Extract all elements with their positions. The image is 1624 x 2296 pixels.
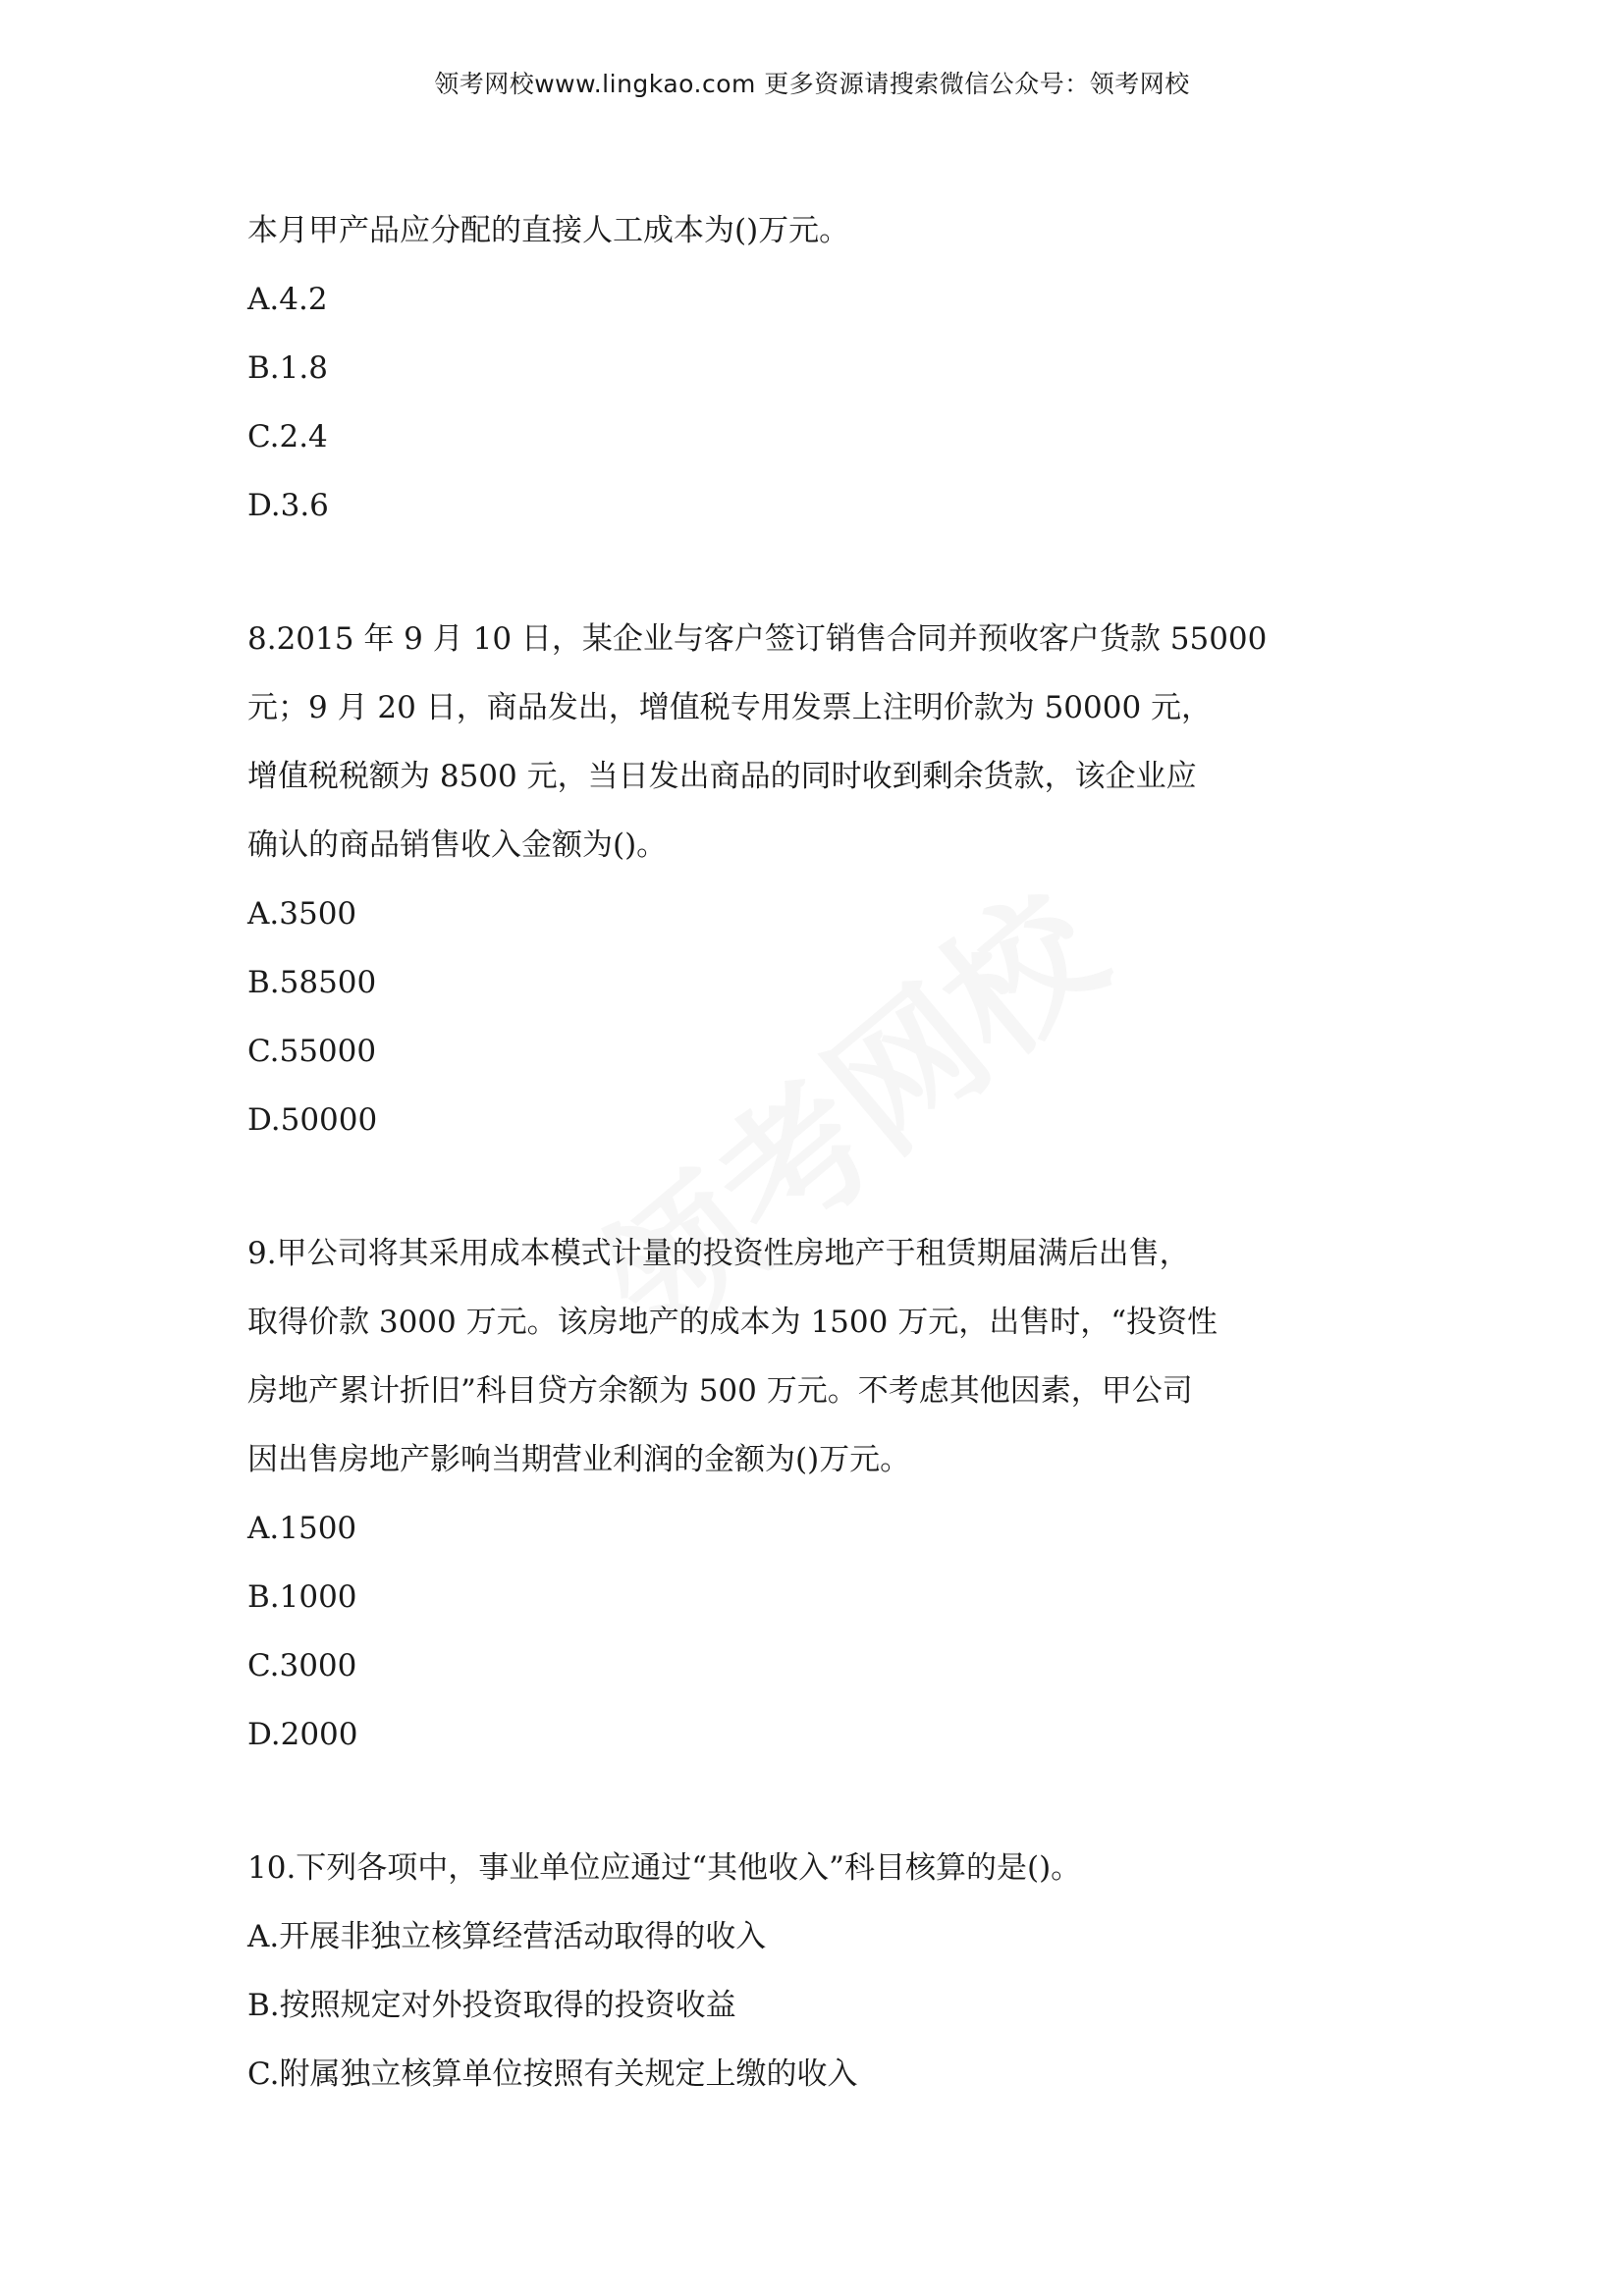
option-a: A.1500 — [247, 1511, 357, 1546]
spacer — [247, 1769, 1386, 1834]
question-stem-line: 9.甲公司将其采用成本模式计量的投资性房地产于租赁期届满后出售， — [247, 1236, 1190, 1271]
question-stem-line: 10.下列各项中，事业单位应通过“其他收入”科目核算的是()。 — [247, 1850, 1082, 1886]
option-c: C.3000 — [247, 1648, 357, 1683]
option-c: C.55000 — [247, 1034, 377, 1069]
option-c: C.附属独立核算单位按照有关规定上缴的收入 — [247, 2056, 858, 2092]
option-a: A.4.2 — [247, 282, 328, 317]
option-d: D.50000 — [247, 1102, 378, 1138]
option-a: A.开展非独立核算经营活动取得的收入 — [247, 1919, 767, 1954]
question-10 — [247, 1834, 1386, 2109]
page-header: 领考网校www.lingkao.com 更多资源请搜索微信公众号：领考网校 — [434, 70, 1190, 98]
option-d: D.2000 — [247, 1717, 358, 1752]
option-a: A.3500 — [247, 896, 357, 932]
spacer — [247, 540, 1386, 605]
spacer — [247, 1154, 1386, 1219]
question-stem-line: 8.2015 年 9 月 10 日，某企业与客户签订销售合同并预收客户货款 55000 — [247, 621, 1268, 657]
option-b: B.58500 — [247, 965, 377, 1000]
option-d: D.3.6 — [247, 488, 329, 523]
option-c: C.2.4 — [247, 419, 328, 454]
question-stem-line: 房地产累计折旧”科目贷方余额为 500 万元。不考虑其他因素，甲公司 — [247, 1373, 1193, 1409]
question-stem-line: 确认的商品销售收入金额为()。 — [247, 828, 668, 863]
question-9 — [247, 1219, 1386, 1769]
option-b: B.按照规定对外投资取得的投资收益 — [247, 1988, 736, 2023]
question-prev — [247, 196, 1386, 540]
option-b: B.1.8 — [247, 350, 328, 386]
question-stem-line: 取得价款 3000 万元。该房地产的成本为 1500 万元，出售时，“投资性 — [247, 1305, 1218, 1340]
question-stem-line: 因出售房地产影响当期营业利润的金额为()万元。 — [247, 1442, 911, 1477]
document-body — [247, 196, 1386, 2109]
question-stem-line: 元；9 月 20 日，商品发出，增值税专用发票上注明价款为 50000 元， — [247, 690, 1213, 725]
question-stem-line: 增值税税额为 8500 元，当日发出商品的同时收到剩余货款，该企业应 — [247, 759, 1197, 794]
question-8 — [247, 605, 1386, 1154]
question-stem: 本月甲产品应分配的直接人工成本为()万元。 — [247, 213, 850, 248]
option-b: B.1000 — [247, 1579, 357, 1615]
